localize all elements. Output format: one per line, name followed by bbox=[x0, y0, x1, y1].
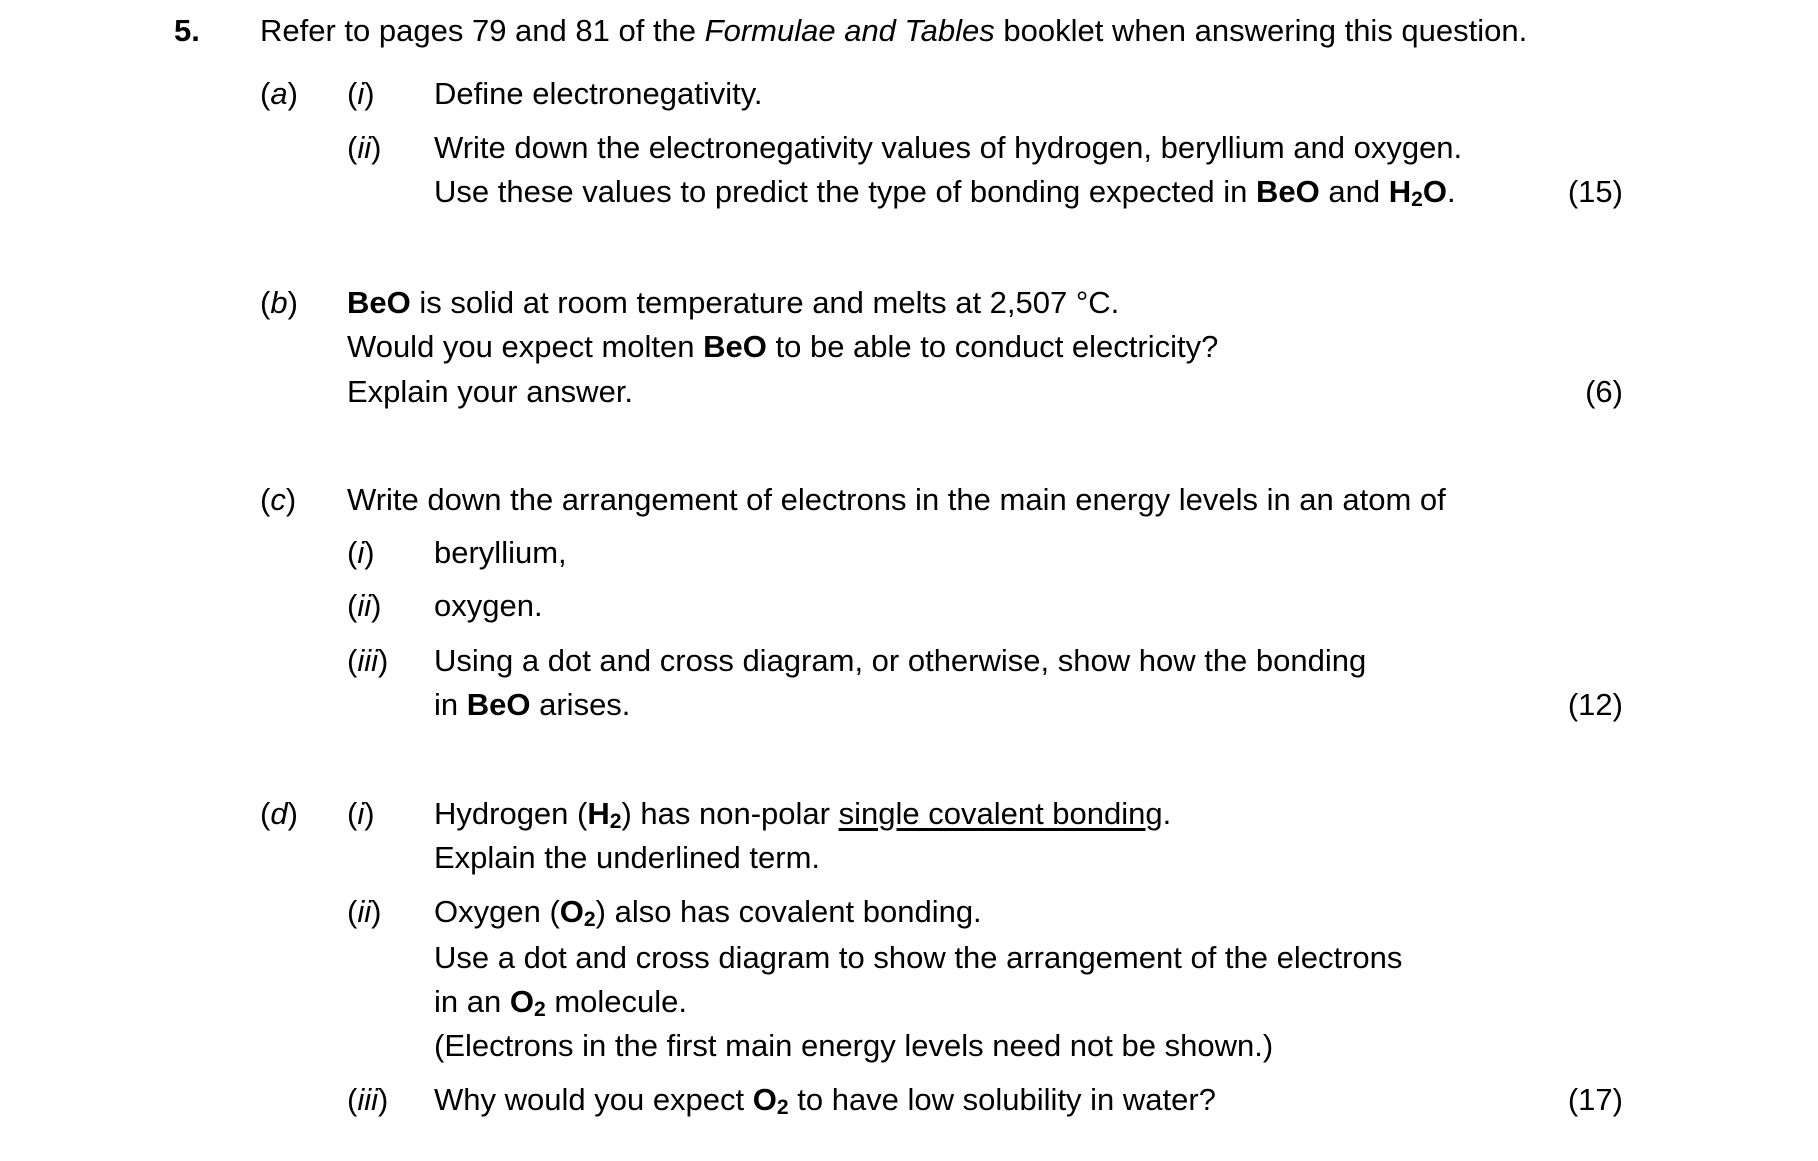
intro-text: Refer to pages 79 and 81 of the bbox=[260, 13, 705, 48]
part-b-label: (b) bbox=[260, 285, 298, 320]
part-d-label: (d) bbox=[260, 796, 298, 831]
part-a-label: (a) bbox=[260, 76, 298, 111]
part-a-ii-label: (ii) bbox=[347, 130, 382, 165]
part-b-marks: (6) bbox=[1585, 374, 1623, 409]
part-d-ii-line4: (Electrons in the first main energy levels need not be shown.) bbox=[434, 1028, 1274, 1063]
part-b-line3: Explain your answer. bbox=[347, 374, 634, 409]
part-b-line1: BeO is solid at room temperature and melts at 2,507 °C. bbox=[347, 285, 1120, 320]
part-c-iii-line2: in BeO arises. bbox=[434, 687, 631, 722]
part-c-iii-line1: Using a dot and cross diagram, or otherwise, show how the bonding bbox=[434, 643, 1367, 678]
part-a-ii-line2: Use these values to predict the type of bonding expected in BeO and $H_2O$. bbox=[434, 174, 1456, 212]
part-d-ii-line3: in an $O_2$ molecule. bbox=[434, 984, 687, 1022]
question-number: 5. bbox=[174, 13, 200, 48]
part-a-i-label: (i) bbox=[347, 76, 375, 111]
booklet-title: Formulae and Tables bbox=[704, 13, 995, 48]
part-c-stem: Write down the arrangement of electrons in the main energy levels in an atom of bbox=[347, 482, 1446, 517]
part-d-ii-line2: Use a dot and cross diagram to show the arrangement of the electrons bbox=[434, 940, 1403, 975]
part-d-i-line1: Hydrogen $(H_2)$ has non-polar single covalent bonding. bbox=[434, 796, 1172, 834]
part-d-iii-label: (iii) bbox=[347, 1082, 389, 1117]
underlined-term: single covalent bonding bbox=[838, 796, 1163, 831]
part-a-ii-line1: Write down the electronegativity values of hydrogen, beryllium and oxygen. bbox=[434, 130, 1463, 165]
intro-text-end: booklet when answering this question. bbox=[994, 13, 1528, 48]
part-a-i-text: Define electronegativity. bbox=[434, 76, 763, 111]
part-c-ii-label: (ii) bbox=[347, 588, 382, 623]
part-c-ii-text: oxygen. bbox=[434, 588, 543, 623]
part-d-i-line2: Explain the underlined term. bbox=[434, 840, 821, 875]
part-d-ii-line1: Oxygen $(O_2)$ also has covalent bonding. bbox=[434, 894, 982, 932]
part-d-iii-text: Why would you expect $O_2$ to have low solubility in water? bbox=[434, 1082, 1216, 1120]
part-c-i-label: (i) bbox=[347, 535, 375, 570]
part-c-label: (c) bbox=[260, 482, 297, 517]
question-intro bbox=[260, 11, 1527, 51]
part-d-ii-label: (ii) bbox=[347, 894, 382, 929]
part-a-marks: (15) bbox=[1567, 174, 1623, 209]
part-d-i-label: (i) bbox=[347, 796, 375, 831]
part-b-line2: Would you expect molten BeO to be able to conduct electricity? bbox=[347, 329, 1219, 364]
part-c-iii-label: (iii) bbox=[347, 643, 389, 678]
part-c-marks: (12) bbox=[1567, 687, 1623, 722]
part-d-marks: (17) bbox=[1567, 1082, 1623, 1117]
part-c-i-text: beryllium, bbox=[434, 535, 567, 570]
